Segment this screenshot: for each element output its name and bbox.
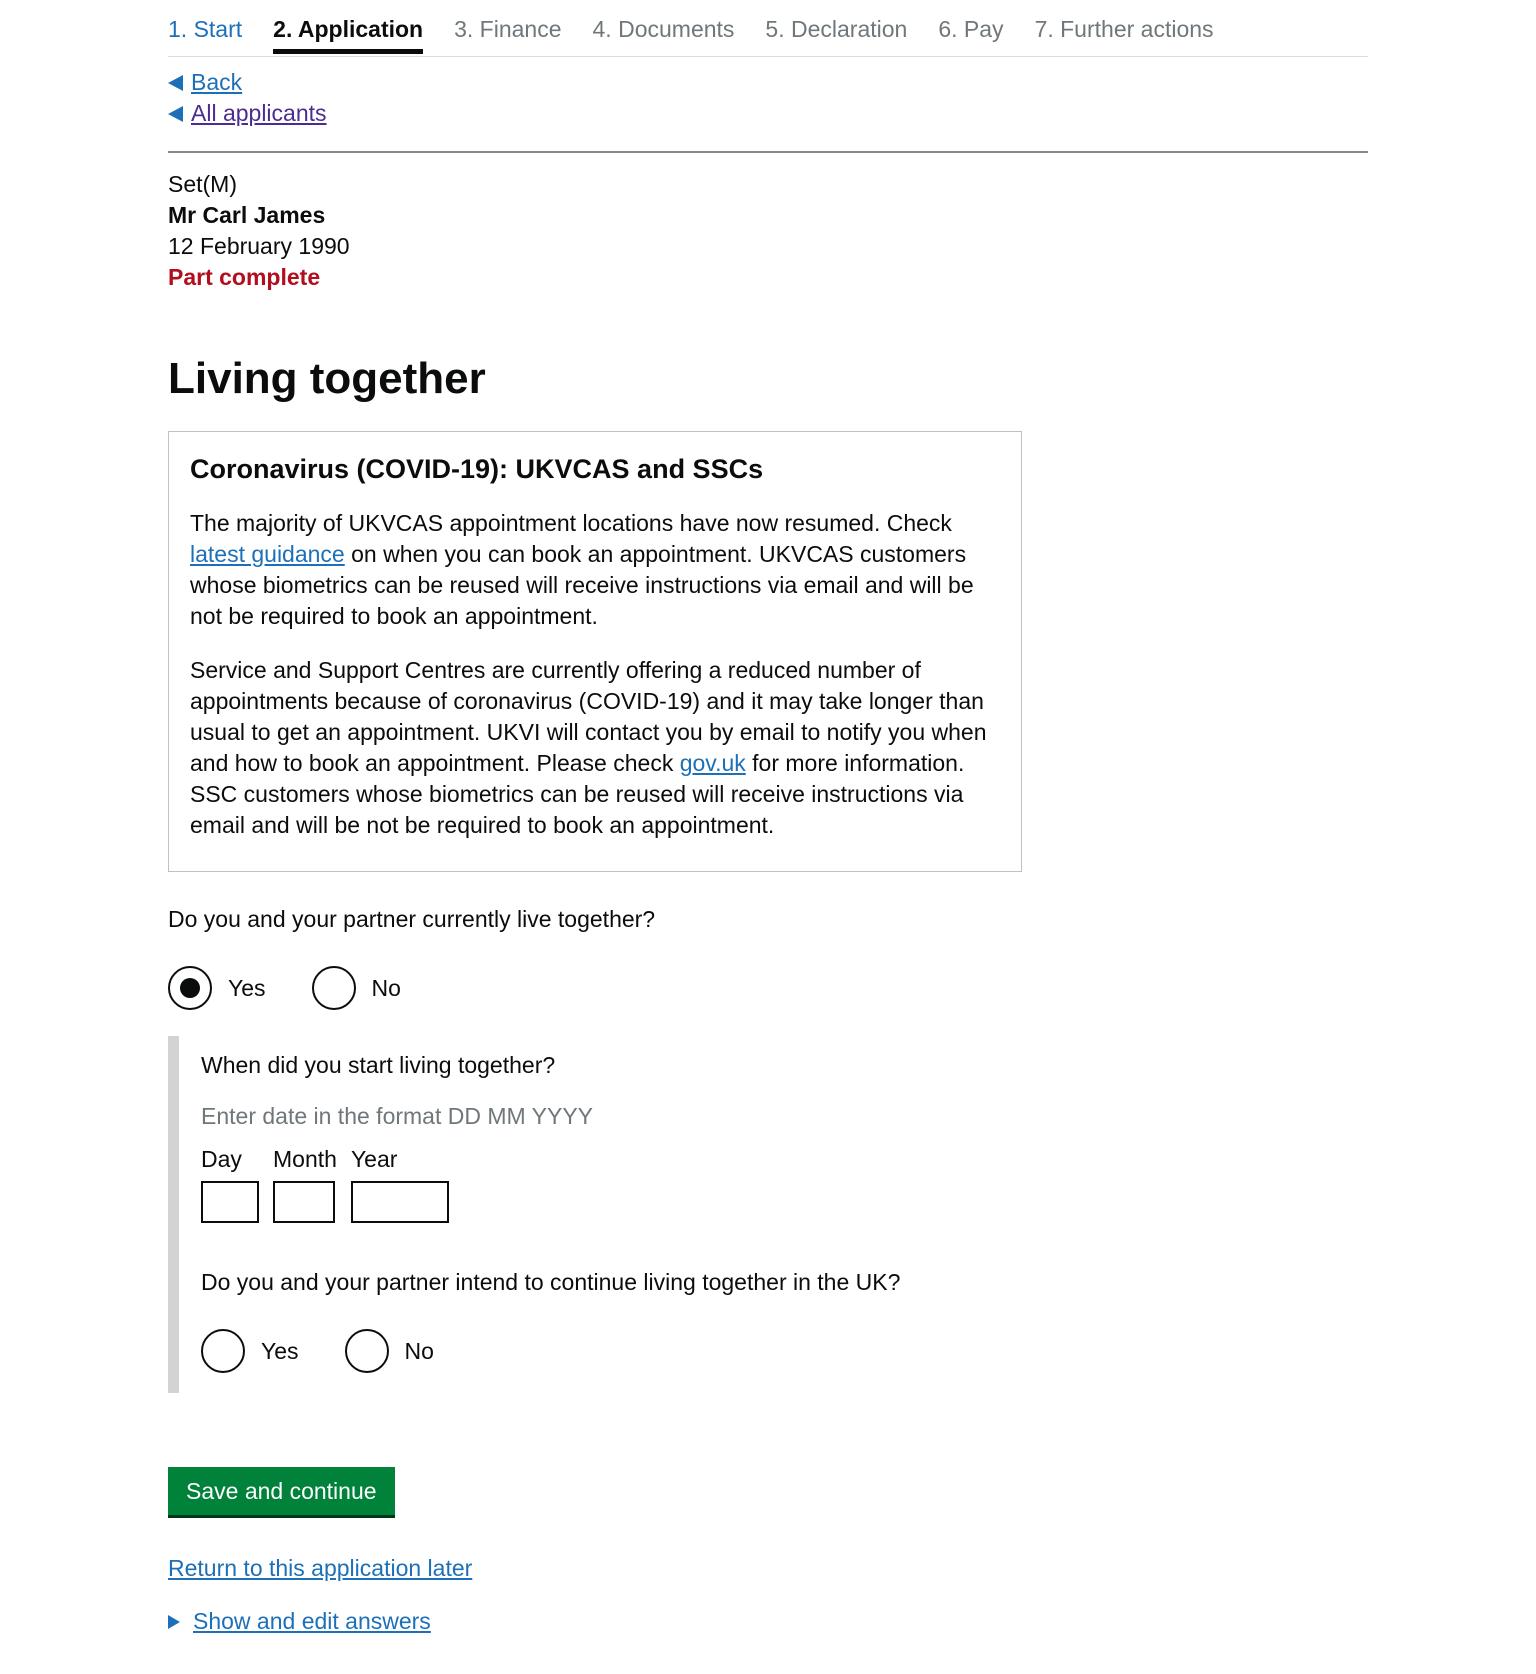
- year-input[interactable]: [351, 1181, 449, 1223]
- year-item: [351, 1144, 449, 1223]
- show-edit-answers[interactable]: [168, 1608, 1368, 1635]
- live-together-yes[interactable]: [168, 966, 266, 1010]
- live-together-no[interactable]: [312, 966, 401, 1010]
- radio-empty-icon[interactable]: [201, 1329, 245, 1373]
- notice-paragraph-1: The majority of UKVCAS appointment locations have now resumed. Check latest guidance on when you can book an appointment. UKVCAS customers whose biometrics can be reused will receive instructions via email and will be not be required to book an appointment.: [190, 510, 974, 629]
- day-input[interactable]: [201, 1181, 259, 1223]
- radio-label-yes[interactable]: Yes: [261, 1337, 299, 1364]
- radio-empty-icon[interactable]: [345, 1329, 389, 1373]
- radio-label-no[interactable]: No: [404, 1337, 434, 1364]
- year-label: Year: [350, 1146, 398, 1172]
- step-further-actions: 7. Further actions: [1034, 16, 1214, 42]
- triangle-left-icon: [168, 106, 183, 122]
- back-link[interactable]: Back: [191, 69, 243, 95]
- step-declaration: 5. Declaration: [765, 16, 908, 42]
- applicant-dob: 12 February 1990: [168, 233, 350, 259]
- radio-label-yes[interactable]: Yes: [228, 974, 266, 1001]
- date-input-group: [201, 1144, 1368, 1223]
- day-label: Day: [201, 1146, 242, 1172]
- progress-steps: [168, 0, 1368, 57]
- step-pay: 6. Pay: [938, 16, 1004, 42]
- return-later-link[interactable]: Return to this application later: [168, 1555, 473, 1581]
- save-and-continue-button[interactable]: Save and continue: [168, 1467, 395, 1515]
- conditional-panel: [168, 1036, 1368, 1393]
- triangle-right-icon[interactable]: [168, 1615, 180, 1629]
- applicant-name: Mr Carl James: [168, 202, 326, 228]
- radio-selected-icon[interactable]: [168, 966, 212, 1010]
- month-item: [273, 1144, 337, 1223]
- back-links: [168, 57, 1368, 153]
- page-title: Living together: [168, 354, 486, 403]
- all-applicants-link[interactable]: All applicants: [191, 100, 327, 126]
- applicant-status: Part complete: [168, 264, 321, 290]
- applicant-set: Set(M): [168, 171, 237, 197]
- live-together-question: Do you and your partner currently live together?: [168, 906, 656, 932]
- show-edit-answers-link[interactable]: Show and edit answers: [193, 1608, 431, 1634]
- back-link-row: [168, 67, 1368, 98]
- start-date-question: When did you start living together?: [201, 1052, 556, 1078]
- all-applicants-link-row: [168, 98, 1368, 129]
- month-input[interactable]: [273, 1181, 335, 1223]
- applicant-summary: [168, 153, 1368, 293]
- date-hint: Enter date in the format DD MM YYYY: [201, 1103, 594, 1129]
- step-application: 2. Application: [273, 0, 423, 54]
- continue-living-no[interactable]: [345, 1329, 434, 1373]
- continue-living-yes[interactable]: [201, 1329, 299, 1373]
- latest-guidance-link[interactable]: latest guidance: [190, 541, 345, 567]
- page-container: [168, 0, 1368, 1635]
- continue-living-radios: [201, 1329, 1368, 1373]
- month-label: Month: [273, 1146, 337, 1172]
- notice-title: Coronavirus (COVID-19): UKVCAS and SSCs: [190, 454, 764, 484]
- continue-living-question: Do you and your partner intend to continue living together in the UK?: [201, 1269, 901, 1295]
- step-start[interactable]: 1. Start: [168, 16, 243, 42]
- triangle-left-icon: [168, 75, 183, 91]
- covid-notice: [168, 431, 1022, 872]
- gov-uk-link[interactable]: gov.uk: [679, 750, 746, 776]
- radio-label-no[interactable]: No: [371, 974, 401, 1001]
- step-finance: 3. Finance: [454, 16, 562, 42]
- notice-paragraph-2: Service and Support Centres are currently offering a reduced number of appointments because of coronavirus (COVID-19) and it may take longer than usual to get an appointment. UKVI will contact you by email to notify you when and how to book an appointment. Please check gov.uk for more information. SSC customers whose biometrics can be reused will receive instructions via email and will be not be required to book an appointment.: [190, 657, 987, 838]
- day-item: [201, 1144, 259, 1223]
- radio-empty-icon[interactable]: [312, 966, 356, 1010]
- live-together-radios: [168, 966, 1368, 1010]
- step-documents: 4. Documents: [592, 16, 735, 42]
- return-later: [168, 1555, 1368, 1582]
